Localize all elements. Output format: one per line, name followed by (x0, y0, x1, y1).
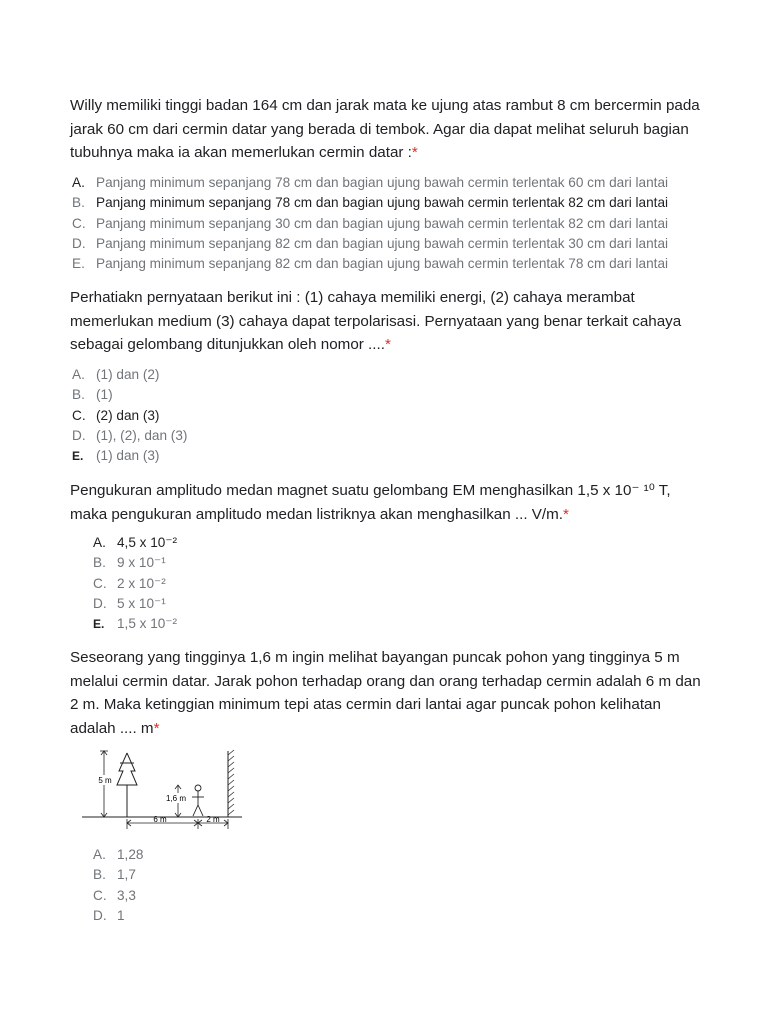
question-3-options (93, 533, 177, 634)
option-letter: C. (93, 575, 107, 591)
option-2e[interactable] (72, 446, 187, 466)
option-text: 3,3 (117, 887, 136, 903)
question-1-text: Willy memiliki tinggi badan 164 cm dan jarak mata ke ujung atas rambut 8 cm bercermin pada jarak 60 cm dari cermin datar yang berada di tembok. Agar dia dapat melihat seluruh bagian tubuhnya maka ia akan memerlukan cermin datar : (70, 97, 700, 161)
option-text: 9 x 10⁻¹ (117, 555, 166, 571)
person-height-label: 1,6 m (165, 794, 187, 803)
option-letter: A. (72, 367, 85, 382)
mirror-hatching (228, 750, 234, 815)
option-letter: D. (72, 235, 86, 251)
question-1 (70, 94, 710, 165)
option-text: (1) dan (3) (96, 448, 160, 464)
option-1a[interactable] (72, 173, 668, 193)
option-1b[interactable] (72, 193, 668, 213)
required-marker: * (384, 336, 391, 353)
option-2d[interactable] (72, 426, 187, 446)
option-text: (2) dan (3) (96, 407, 160, 423)
person-icon (192, 785, 204, 816)
option-2a[interactable] (72, 365, 187, 385)
option-letter: A. (93, 847, 106, 862)
option-letter: A. (72, 175, 85, 190)
option-letter: E. (93, 617, 105, 632)
option-letter: D. (93, 595, 107, 611)
option-text: Panjang minimum sepanjang 30 cm dan bagian ujung bawah cermin terlentak 82 cm dari lantai (96, 215, 669, 231)
option-4b[interactable] (93, 865, 143, 885)
option-letter: E. (72, 449, 84, 464)
option-letter: C. (72, 215, 86, 231)
question-2 (70, 286, 710, 357)
tree-person-distance-label: 6 m (153, 815, 167, 824)
question-3 (70, 479, 710, 526)
option-text: Panjang minimum sepanjang 82 cm dan bagian ujung bawah cermin terlentak 30 cm dari lantai (96, 235, 669, 251)
option-letter: C. (93, 887, 107, 903)
option-letter: A. (93, 535, 106, 550)
option-3d[interactable] (93, 594, 177, 614)
option-1d[interactable] (72, 234, 668, 254)
option-text: (1), (2), dan (3) (96, 427, 188, 443)
option-text: 4,5 x 10⁻² (117, 535, 178, 550)
question-3-text: Pengukuran amplitudo medan magnet suatu gelombang EM menghasilkan 1,5 x 10⁻ ¹⁰ T, maka pengukuran amplitudo medan listriknya akan menghasilkan ... V/m. (70, 482, 671, 523)
option-text: Panjang minimum sepanjang 78 cm dan bagian ujung bawah cermin terlentak 82 cm dari lantai (96, 195, 669, 211)
option-letter: B. (72, 195, 85, 211)
tree-height-label: 5 m (98, 776, 112, 785)
option-letter: B. (93, 555, 106, 571)
option-letter: E. (72, 256, 85, 272)
tree-mirror-diagram (82, 745, 247, 835)
option-text: 2 x 10⁻² (117, 575, 166, 591)
option-text: 1,5 x 10⁻² (117, 616, 178, 632)
option-1e[interactable] (72, 254, 668, 274)
required-marker: * (411, 144, 418, 161)
option-text: 1,7 (117, 867, 136, 883)
option-text: Panjang minimum sepanjang 82 cm dan bagian ujung bawah cermin terlentak 78 cm dari lantai (96, 256, 669, 272)
option-2c[interactable] (72, 406, 187, 426)
question-4-options (93, 845, 143, 926)
question-4 (70, 646, 710, 740)
option-text: Panjang minimum sepanjang 78 cm dan bagian ujung bawah cermin terlentak 60 cm dari lantai (96, 175, 669, 190)
required-marker: * (153, 719, 160, 737)
option-4a[interactable] (93, 845, 143, 865)
option-3c[interactable] (93, 574, 177, 594)
option-4c[interactable] (93, 886, 143, 906)
option-3b[interactable] (93, 553, 177, 573)
question-1-options (72, 173, 668, 274)
person-mirror-distance-label: 2 m (206, 815, 220, 824)
option-letter: C. (72, 407, 86, 423)
option-letter: B. (72, 387, 85, 403)
option-letter: D. (72, 427, 86, 443)
option-letter: D. (93, 907, 107, 923)
option-text: 5 x 10⁻¹ (117, 595, 166, 611)
option-4d[interactable] (93, 906, 143, 926)
question-2-text: Perhatiakn pernyataan berikut ini : (1) cahaya memiliki energi, (2) cahaya merambat memerlukan medium (3) cahaya dapat terpolarisasi. Pernyataan yang benar terkait cahaya sebagai gelombang ditunjukkan oleh nomor .... (70, 289, 682, 353)
option-2b[interactable] (72, 385, 187, 405)
tree-icon (117, 753, 137, 817)
option-3a[interactable] (93, 533, 177, 553)
question-4-text: Seseorang yang tingginya 1,6 m ingin melihat bayangan puncak pohon yang tingginya 5 m melalui cermin datar. Jarak pohon terhadap orang dan orang terhadap cermin adalah 6 m dan 2 m. Maka ketinggian minimum tepi atas cermin dari lantai agar puncak pohon kelihatan adalah .... m (70, 649, 701, 737)
option-letter: B. (93, 867, 106, 883)
option-text: 1,28 (117, 847, 144, 862)
option-3e[interactable] (93, 614, 177, 634)
option-1c[interactable] (72, 214, 668, 234)
required-marker: * (563, 505, 569, 523)
question-2-options (72, 365, 187, 466)
option-text: (1) (96, 387, 113, 403)
option-text: 1 (117, 907, 125, 923)
option-text: (1) dan (2) (96, 367, 160, 382)
